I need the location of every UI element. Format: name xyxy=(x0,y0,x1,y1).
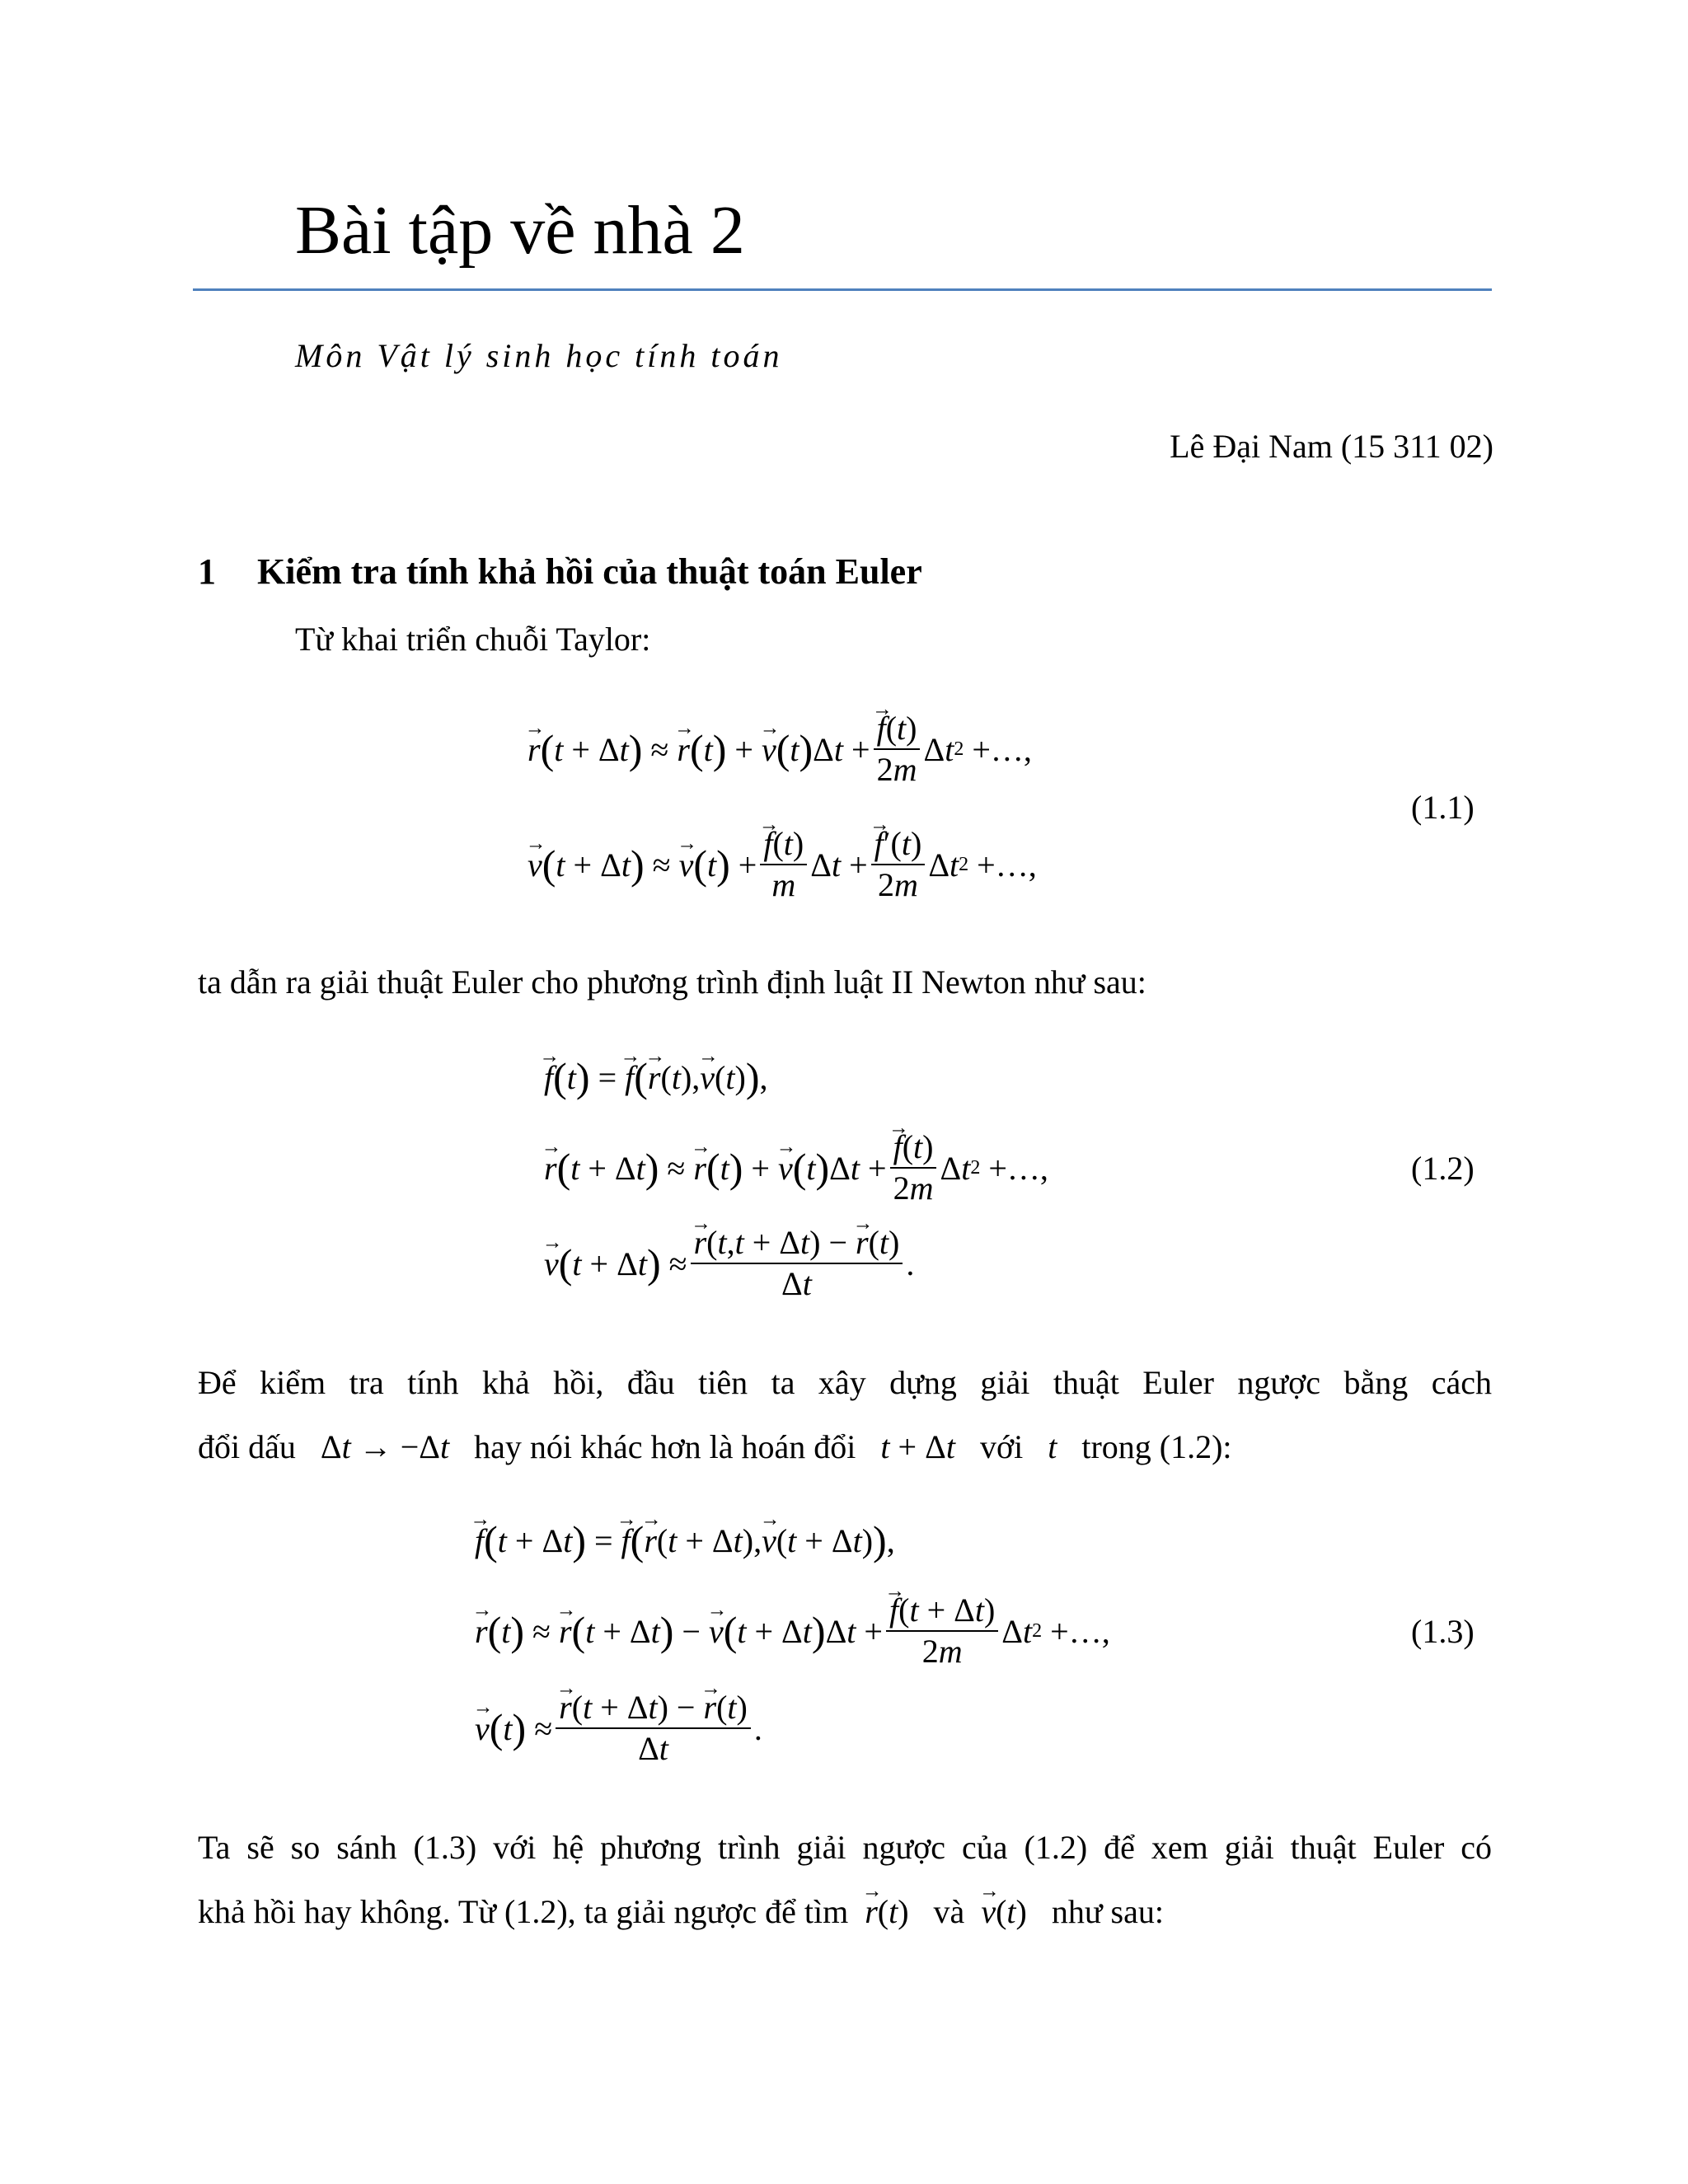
paragraph-euler-intro: ta dẫn ra giải thuật Euler cho phương trình định luật II Newton như sau: xyxy=(198,963,1146,1001)
eq-1-2-line-3: → v ( t + Δ t ) ≈ → $\frac{r(t,t + \Delta t) - \to r(t)}{\Delta t}$ . xyxy=(544,1225,914,1302)
equation-number-1-1: (1.1) xyxy=(1411,789,1475,826)
eq-1-1-line-2: → v ( t + Δ t ) ≈ → v ( t ) + → $\frac{f(t)}{m}$ Δ t + → $\frac{f'(t)}{2m}$ Δ t 2 +…, xyxy=(528,826,1037,903)
paragraph-comparison-line-2 xyxy=(198,1892,1164,1931)
text-fragment: với xyxy=(979,1428,1024,1465)
page-subtitle: Môn Vật lý sinh học tính toán xyxy=(295,337,783,374)
eq-1-1-line-1: → r ( t + Δ t ) ≈ → r ( t ) + → v ( t ) Δ t + → $\frac{f(t)}{2m}$ Δ t 2 +…, xyxy=(528,710,1032,788)
title-underline xyxy=(193,288,1492,291)
page-title: Bài tập về nhà 2 xyxy=(295,192,745,269)
math-inline-v-of-t: → v(t) xyxy=(973,1893,1043,1930)
section-title: Kiểm tra tính khả hồi của thuật toán Euler xyxy=(257,551,922,592)
paragraph-reversibility-line-1: Để kiểm tra tính khả hồi, đầu tiên ta xây dựng giải thuật Euler ngược bằng cách xyxy=(198,1364,1492,1401)
equation-number-1-3: (1.3) xyxy=(1411,1613,1475,1650)
math-inline-t-plus-dt: t + Δt xyxy=(880,1428,955,1465)
paragraph-reversibility-line-2 xyxy=(198,1427,1232,1466)
paragraph-comparison-line-1: Ta sẽ so sánh (1.3) với hệ phương trình giải ngược của (1.2) để xem giải thuật Euler có xyxy=(198,1829,1492,1866)
math-inline-dt-flip: Δt → −Δt xyxy=(303,1428,450,1465)
eq-1-3-line-1: → f ( t + Δ t ) = → f ( → r ( t + Δ t ), → v ( t + Δ t ) ) , xyxy=(475,1516,895,1564)
text-fragment: trong (1.2): xyxy=(1081,1428,1232,1465)
eq-1-2-line-2: → r ( t + Δ t ) ≈ → r ( t ) + → v ( t ) Δ t + → $\frac{f(t)}{2m}$ Δ t 2 +…, xyxy=(544,1129,1048,1207)
author-line: Lê Đại Nam (15 311 02) xyxy=(1170,428,1493,465)
math-inline-r-of-t: → r(t) xyxy=(856,1893,925,1930)
eq-1-3-line-2: → r ( t ) ≈ → r ( t + Δ t ) − → v ( t + Δ t ) Δ t + → $\frac{f(t + \Delta t)}{2m}$ Δ t 2 +…, xyxy=(475,1592,1110,1670)
eq-1-2-line-1: → f ( t ) = → f ( → r ( t ), → v ( t ) ) , xyxy=(544,1053,767,1101)
text-fragment: đổi dấu xyxy=(198,1428,296,1465)
eq-1-3-line-3: → v ( t ) ≈ → $\frac{r(t + \Delta t) - \to r(t)}{\Delta t}$ . xyxy=(475,1690,762,1767)
equation-number-1-2: (1.2) xyxy=(1411,1150,1475,1187)
text-fragment: hay nói khác hơn là hoán đổi xyxy=(474,1428,856,1465)
paragraph-taylor-intro: Từ khai triển chuỗi Taylor: xyxy=(295,621,651,658)
text-fragment: và xyxy=(933,1893,965,1930)
math-inline-t: t xyxy=(1048,1428,1057,1465)
text-fragment: khả hồi hay không. Từ (1.2), ta giải ngược để tìm xyxy=(198,1893,849,1930)
text-fragment: như sau: xyxy=(1051,1893,1164,1930)
section-number: 1 xyxy=(198,551,216,592)
section-heading xyxy=(198,551,922,593)
